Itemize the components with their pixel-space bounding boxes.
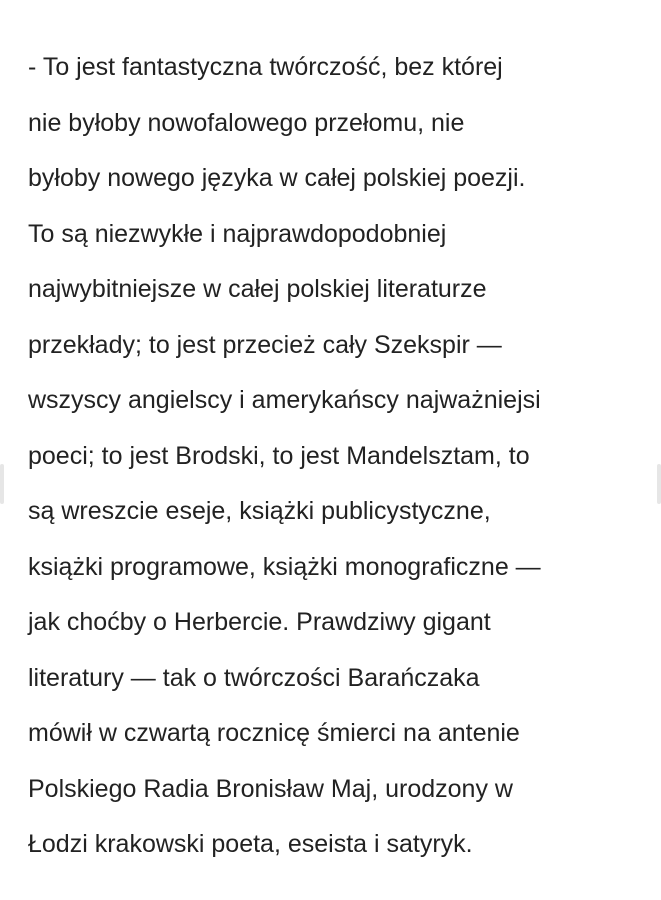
paragraph-line: Polskiego Radia Bronisław Maj, urodzony w: [28, 774, 513, 803]
article-paragraph: [28, 40, 653, 873]
paragraph-line: nie byłoby nowofalowego przełomu, nie: [28, 108, 465, 137]
left-edge-indicator: [0, 464, 4, 504]
paragraph-line: wszyscy angielscy i amerykańscy najważniejsi: [28, 386, 541, 414]
paragraph-line: - To jest fantastyczna twórczość, bez której: [28, 53, 503, 81]
paragraph-line: poeci; to jest Brodski, to jest Mandelsztam, to: [28, 441, 530, 470]
paragraph-line: mówił w czwartą rocznicę śmierci na antenie: [28, 719, 520, 747]
paragraph-line: najwybitniejsze w całej polskiej literaturze: [28, 275, 487, 303]
paragraph-line: książki programowe, książki monograficzne —: [28, 552, 541, 581]
paragraph-line: są wreszcie eseje, książki publicystyczne,: [28, 497, 491, 525]
paragraph-line: jak choćby o Herbercie. Prawdziwy gigant: [28, 608, 491, 636]
right-edge-indicator: [657, 464, 661, 504]
paragraph-line: To są niezwykłe i najprawdopodobniej: [28, 219, 447, 248]
paragraph-line: byłoby nowego języka w całej polskiej poezji.: [28, 164, 526, 192]
paragraph-line: Łodzi krakowski poeta, eseista i satyryk.: [28, 830, 473, 858]
paragraph-line: literatury — tak o twórczości Barańczaka: [28, 663, 480, 692]
paragraph-line: przekłady; to jest przecież cały Szekspir —: [28, 330, 502, 359]
